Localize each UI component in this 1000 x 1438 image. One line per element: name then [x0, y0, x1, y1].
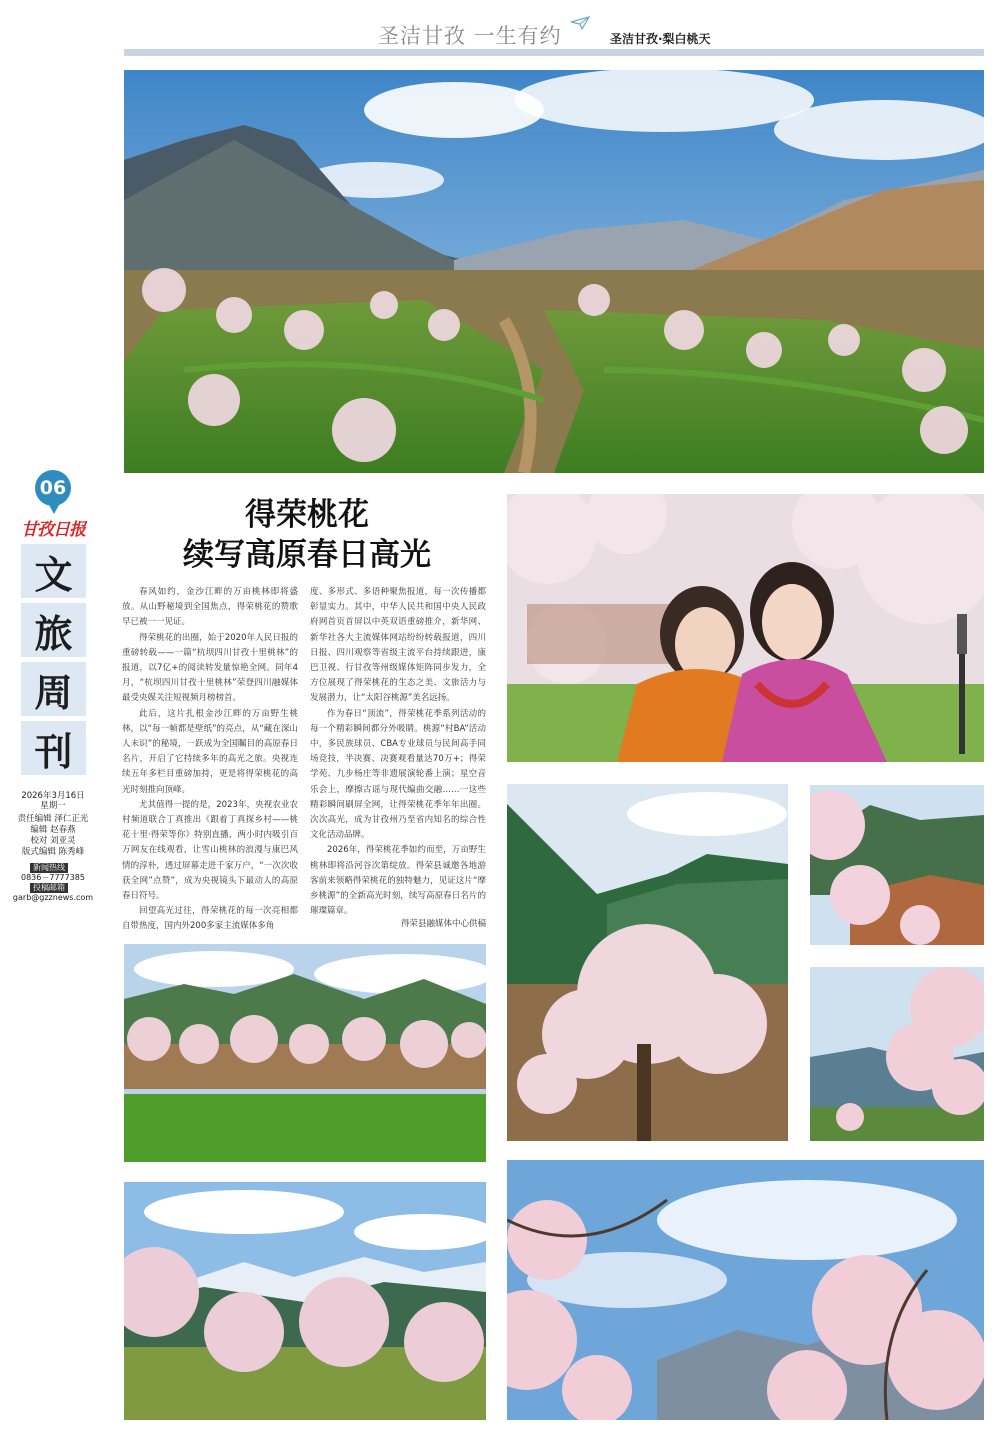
header-slogan: 圣洁甘孜 一生有约 — [378, 24, 562, 48]
column-title-char: 文 — [21, 544, 86, 598]
issue-weekday: 星期一 — [40, 801, 66, 811]
email-label: 投稿邮箱 — [30, 883, 68, 893]
article-paragraph: 春风如约，金沙江畔的万亩桃林即将盛放。从山野秘境到全国焦点，得荣桃花的赞歌早已被一一见证。 — [122, 587, 298, 628]
article-paragraph: 作为春日“顶流”，得荣桃花季系列活动的每一个精彩瞬间都分外吸睛。桃源“村BA”活动中，多民族球员、CBA专业球员与民间高手同场竞技，半决赛、决赛观看量达70万+；得荣学苑、九步杨庄等非遗展演轮番上演；星空音乐会上，摩擦古谣与现代编曲交融……一这些精彩瞬间刷屏全网，让得荣桃花季年年出圈。次次高光，成为甘孜州乃至省内知名的综合性文化活动品牌。 — [310, 708, 486, 841]
article-column-left — [122, 585, 298, 935]
photo-two-women — [507, 494, 984, 762]
photo-blossom-branches — [810, 967, 984, 1141]
photo-sky-branches — [507, 1160, 984, 1420]
photo-credit: 得荣县融媒体中心供稿 — [400, 919, 486, 929]
article-headline — [130, 495, 484, 575]
section-tag: 圣洁甘孜·梨白桃天 — [610, 32, 711, 46]
contact-email[interactable]: garb@gzznews.com — [12, 893, 94, 902]
column-title-char: 旅 — [21, 603, 86, 657]
column-title-char: 周 — [21, 662, 86, 716]
staff-line: 校对 刘亚灵 — [30, 836, 76, 846]
article-column-right — [310, 585, 486, 919]
headline-line-2: 续写高原春日高光 — [183, 537, 431, 573]
issue-date: 2026年3月16日 — [21, 791, 85, 801]
staff-credits — [10, 814, 96, 858]
photo-orchard-field — [124, 944, 486, 1162]
staff-line: 编辑 赵春燕 — [30, 825, 76, 835]
photo-tree-mountain — [507, 784, 788, 1141]
headline-line-1: 得荣桃花 — [245, 497, 369, 533]
page-number-badge: 06 — [35, 470, 71, 506]
staff-line: 版式编辑 陈秀峰 — [21, 847, 85, 857]
article-paragraph: 得荣桃花的出圈，始于2020年人民日报的重磅转载——一篇“杭坝四川甘孜十里桃林”的报道，以7亿+的阅读转发量惊艳全网。同年4月，“杭坝四川甘孜十里桃林”荣登四川融媒体最受央媒关注短视频月榜榜首。 — [122, 632, 298, 704]
article-paragraph: 2026年，得荣桃花季如约而至，万亩野生桃林即将沿河谷次第绽放。得荣县诚邀各地游客前来领略得荣桃花的独特魅力，见证这片“摩乡桃源”的全新高光时刻，续写高原春日名片的璀璨篇章。 — [310, 845, 486, 917]
staff-line: 责任编辑 泽仁正光 — [17, 814, 89, 824]
newspaper-logo: 甘孜日报 — [21, 520, 85, 540]
column-title-char: 刊 — [21, 721, 86, 775]
article-paragraph: 度、多形式、多语种聚焦报道，每一次传播都彰显实力。其中，中华人民共和国中央人民政府网首页首屏以中英双语重磅推介，新华网、新华社各大主流媒体网站纷纷转载报道，四川日报、四川观察等省级主流平台持续跟进，康巴卫视、行甘孜等州级媒体矩阵同步发力，全方位展现了得荣桃花的生态之美、文旅活力与发展潜力，让“太阳谷桃源”美名远扬。 — [310, 587, 486, 704]
hotline-number: 0836－7777385 — [21, 873, 85, 882]
photo-snow-peaks — [124, 1182, 486, 1420]
paper-plane-icon — [570, 16, 590, 30]
article-paragraph: 尤其值得一提的是，2023年，央视农业农村频道联合丁真推出《跟着丁真探乡村——桃花十里·得荣等你》特别直播，两小时内吸引百万网友在线观看，让雪山桃林的浪漫与康巴风情的淳朴，透过屏幕走进千家万户，“一次次收获全网”点赞”，成为央视镜头下最动人的高原春日符号。 — [122, 799, 298, 902]
header-rule — [124, 49, 984, 56]
hotline-label: 新闻热线 — [30, 863, 68, 873]
article-paragraph: 回望高光过往，得荣桃花的每一次亮相都自带热度，国内外200多家主流媒体多角 — [122, 906, 298, 932]
photo-blossom-slope — [810, 785, 984, 945]
photo-valley-terraces — [124, 70, 984, 473]
article-paragraph: 此后，这片扎根金沙江畔的万亩野生桃林，以“每一帧都是壁纸”的亮点，从“藏在深山人未识”的秘境，一跃成为全国瞩目的高原春日名片，开启了它持续多年的高光之旅。央视连续五年多栏目重磅加持，更是将得荣桃花的高光时刻推向顶峰。 — [122, 708, 298, 795]
